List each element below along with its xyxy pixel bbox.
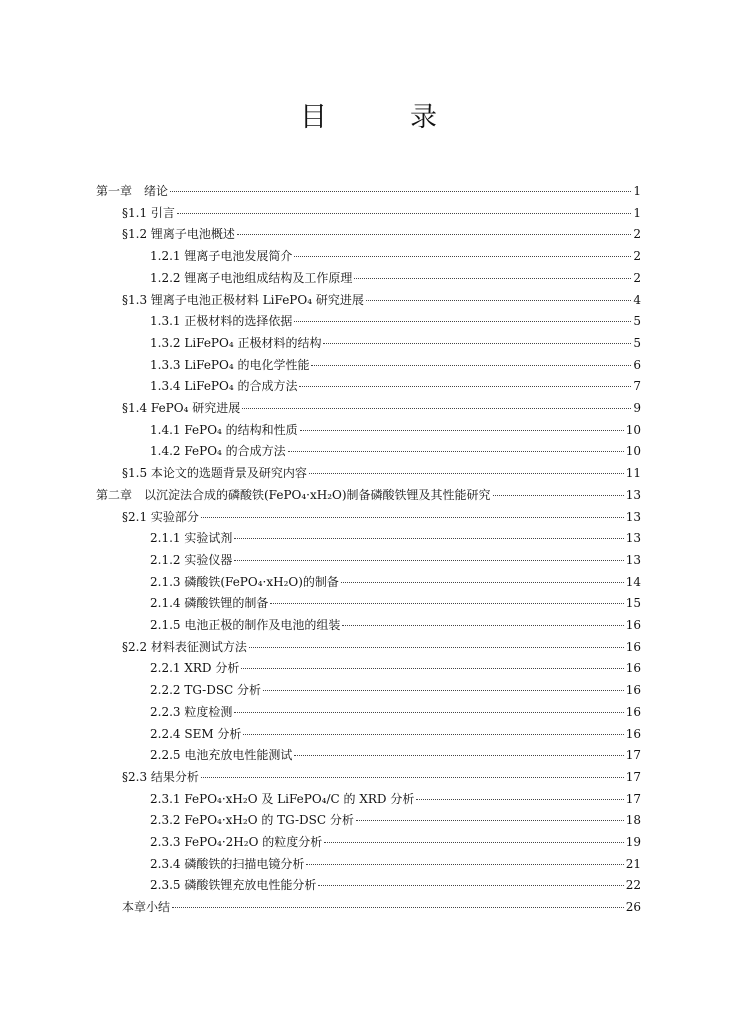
toc-leader-dots — [493, 495, 624, 496]
toc-entry-label: 1.3.2 LiFePO₄ 正极材料的结构 — [150, 335, 322, 350]
toc-entry[interactable] — [150, 658, 641, 678]
toc-leader-dots — [366, 300, 631, 301]
toc-leader-dots — [241, 668, 623, 669]
toc-leader-dots — [294, 256, 631, 257]
toc-entry-page: 18 — [625, 813, 641, 828]
toc-leader-dots — [416, 799, 623, 800]
toc-entry[interactable] — [150, 441, 641, 461]
toc-entry[interactable] — [150, 615, 641, 635]
toc-entry-page: 7 — [633, 379, 641, 394]
toc-entry[interactable] — [122, 767, 641, 787]
toc-entry-page: 17 — [625, 791, 641, 806]
toc-leader-dots — [201, 517, 624, 518]
toc-entry-label: 1.3.4 LiFePO₄ 的合成方法 — [150, 379, 298, 394]
toc-leader-dots — [263, 690, 624, 691]
toc-entry-label: 2.3.4 磷酸铁的扫描电镜分析 — [150, 856, 305, 871]
toc-entry-label: 2.2.5 电池充放电性能测试 — [150, 748, 293, 763]
toc-entry-page: 16 — [625, 639, 641, 654]
toc-entry-page: 13 — [625, 487, 641, 502]
toc-entry[interactable] — [150, 528, 641, 548]
toc-leader-dots — [177, 213, 631, 214]
toc-entry-page: 16 — [625, 618, 641, 632]
toc-leader-dots — [172, 907, 624, 908]
toc-entry[interactable] — [150, 376, 641, 396]
toc-entry-label: §2.3 结果分析 — [122, 769, 199, 784]
toc-leader-dots — [318, 885, 623, 886]
toc-entry[interactable] — [122, 507, 641, 527]
toc-entry-label: 本章小结 — [122, 900, 171, 915]
toc-entry-page: 2 — [633, 227, 641, 242]
toc-entry[interactable] — [122, 290, 641, 310]
toc-leader-dots — [354, 278, 631, 279]
toc-entry-page: 10 — [625, 444, 641, 459]
toc-leader-dots — [323, 343, 631, 344]
toc-entry-page: 19 — [625, 835, 641, 849]
toc-entry-page: 17 — [625, 769, 641, 784]
toc-entry-page: 22 — [625, 878, 641, 893]
toc-entry[interactable] — [122, 203, 641, 223]
toc-leader-dots — [324, 842, 623, 843]
toc-entry-page: 21 — [625, 856, 641, 871]
toc-entry-label: §1.2 锂离子电池概述 — [122, 227, 235, 242]
toc-entry[interactable] — [150, 550, 641, 570]
toc-entry-page: 16 — [625, 661, 641, 676]
toc-entry-page: 16 — [625, 704, 641, 719]
toc-leader-dots — [234, 560, 623, 561]
toc-entry-label: §1.5 本论文的选题背景及研究内容 — [122, 466, 307, 481]
toc-entry[interactable] — [122, 463, 641, 483]
toc-entry-label: 2.3.1 FePO₄·xH₂O 及 LiFePO₄/C 的 XRD 分析 — [150, 791, 415, 806]
toc-entry-page: 4 — [633, 292, 641, 307]
toc-leader-dots — [242, 408, 631, 409]
toc-entry-label: 1.4.1 FePO₄ 的结构和性质 — [150, 422, 298, 437]
toc-entry-page: 17 — [625, 748, 641, 763]
toc-entry-label: 2.1.2 实验仪器 — [150, 552, 233, 567]
toc-leader-dots — [294, 321, 631, 322]
toc-leader-dots — [237, 234, 631, 235]
toc-leader-dots — [234, 712, 623, 713]
toc-leader-dots — [311, 365, 631, 366]
toc-entry-label: 1.3.1 正极材料的选择依据 — [150, 314, 293, 329]
toc-entry-page: 14 — [625, 574, 641, 589]
toc-entry-label: 第二章 以沉淀法合成的磷酸铁(FePO₄·xH₂O)制备磷酸铁锂及其性能研究 — [96, 487, 491, 502]
toc-entry[interactable] — [122, 897, 641, 917]
toc-entry[interactable] — [150, 420, 641, 440]
toc-entry-label: 2.3.3 FePO₄·2H₂O 的粒度分析 — [150, 835, 323, 849]
toc-entry[interactable] — [150, 810, 641, 830]
toc-title: 目 录 — [300, 102, 465, 133]
toc-entry-label: 2.1.3 磷酸铁(FePO₄·xH₂O)的制备 — [150, 574, 339, 589]
toc-leader-dots — [270, 603, 623, 604]
toc-leader-dots — [306, 864, 623, 865]
toc-entry-page: 2 — [633, 270, 641, 285]
toc-entry[interactable] — [150, 789, 641, 809]
toc-leader-dots — [342, 625, 623, 626]
toc-leader-dots — [300, 430, 624, 431]
toc-leader-dots — [356, 820, 624, 821]
toc-entry-page: 9 — [633, 401, 641, 415]
toc-entry-page: 10 — [625, 422, 641, 437]
toc-entry[interactable] — [150, 854, 641, 874]
toc-entry[interactable] — [122, 637, 641, 657]
toc-entry-page: 13 — [625, 531, 641, 546]
toc-entry-page: 2 — [633, 249, 641, 264]
toc-entry-page: 5 — [633, 314, 641, 329]
toc-entry[interactable] — [96, 181, 641, 201]
toc-entry-label: §2.1 实验部分 — [122, 509, 199, 524]
toc-entry-label: 2.3.2 FePO₄·xH₂O 的 TG-DSC 分析 — [150, 813, 354, 828]
toc-leader-dots — [249, 647, 624, 648]
toc-leader-dots — [201, 777, 624, 778]
toc-entry-page: 26 — [625, 900, 641, 915]
toc-entry-page: 1 — [633, 184, 641, 198]
toc-leader-dots — [170, 191, 631, 192]
toc-entry-label: 2.1.1 实验试剂 — [150, 531, 233, 546]
toc-entry[interactable] — [122, 224, 641, 244]
toc-entry[interactable] — [150, 268, 641, 288]
toc-entry-label: §2.2 材料表征测试方法 — [122, 639, 247, 654]
toc-entry-label: 2.1.5 电池正极的制作及电池的组装 — [150, 618, 341, 632]
toc-entry-label: 第一章 绪论 — [96, 184, 169, 198]
toc-leader-dots — [309, 473, 624, 474]
toc-entry[interactable] — [96, 485, 641, 505]
toc-entry-label: 2.2.3 粒度检测 — [150, 704, 233, 719]
toc-entry-label: §1.3 锂离子电池正极材料 LiFePO₄ 研究进展 — [122, 292, 364, 307]
toc-entry-page: 15 — [625, 596, 641, 611]
toc-entry-label: 2.1.4 磷酸铁锂的制备 — [150, 596, 269, 611]
toc-entry-label: 2.2.1 XRD 分析 — [150, 661, 240, 676]
toc-leader-dots — [243, 734, 623, 735]
toc-leader-dots — [299, 386, 631, 387]
toc-entry[interactable] — [150, 355, 641, 375]
toc-entry-page: 1 — [633, 205, 641, 220]
toc-leader-dots — [341, 582, 624, 583]
toc-entry[interactable] — [150, 724, 641, 744]
toc-entry-page: 13 — [625, 552, 641, 567]
toc-entry[interactable] — [122, 398, 641, 418]
toc-entry[interactable] — [150, 702, 641, 722]
toc-entry-label: 1.3.3 LiFePO₄ 的电化学性能 — [150, 357, 310, 372]
toc-entry[interactable] — [150, 745, 641, 765]
toc-entry[interactable] — [150, 680, 641, 700]
toc-entry-page: 16 — [625, 726, 641, 741]
toc-entry[interactable] — [150, 333, 641, 353]
toc-entry[interactable] — [150, 832, 641, 852]
toc-leader-dots — [234, 538, 623, 539]
toc-entry-label: 1.2.2 锂离子电池组成结构及工作原理 — [150, 270, 353, 285]
toc-entry-page: 6 — [633, 357, 641, 372]
toc-leader-dots — [294, 755, 623, 756]
toc-entry-page: 16 — [625, 683, 641, 698]
toc-entry[interactable] — [150, 875, 641, 895]
toc-entry[interactable] — [150, 593, 641, 613]
toc-entry[interactable] — [150, 246, 641, 266]
toc-entry-label: 2.2.4 SEM 分析 — [150, 726, 242, 741]
toc-entry-label: 2.2.2 TG-DSC 分析 — [150, 683, 262, 698]
toc-entry-label: 2.3.5 磷酸铁锂充放电性能分析 — [150, 878, 317, 893]
toc-leader-dots — [288, 451, 624, 452]
toc-entry-label: 1.2.1 锂离子电池发展简介 — [150, 249, 293, 264]
toc-entry-label: §1.4 FePO₄ 研究进展 — [122, 401, 241, 415]
toc-entry-label: 1.4.2 FePO₄ 的合成方法 — [150, 444, 286, 459]
toc-entry-page: 5 — [633, 335, 641, 350]
toc-entry-label: §1.1 引言 — [122, 205, 175, 220]
toc-entry-page: 13 — [625, 509, 641, 524]
toc-entry-page: 11 — [625, 466, 641, 481]
toc-entry[interactable] — [150, 572, 641, 592]
toc-entry[interactable] — [150, 311, 641, 331]
